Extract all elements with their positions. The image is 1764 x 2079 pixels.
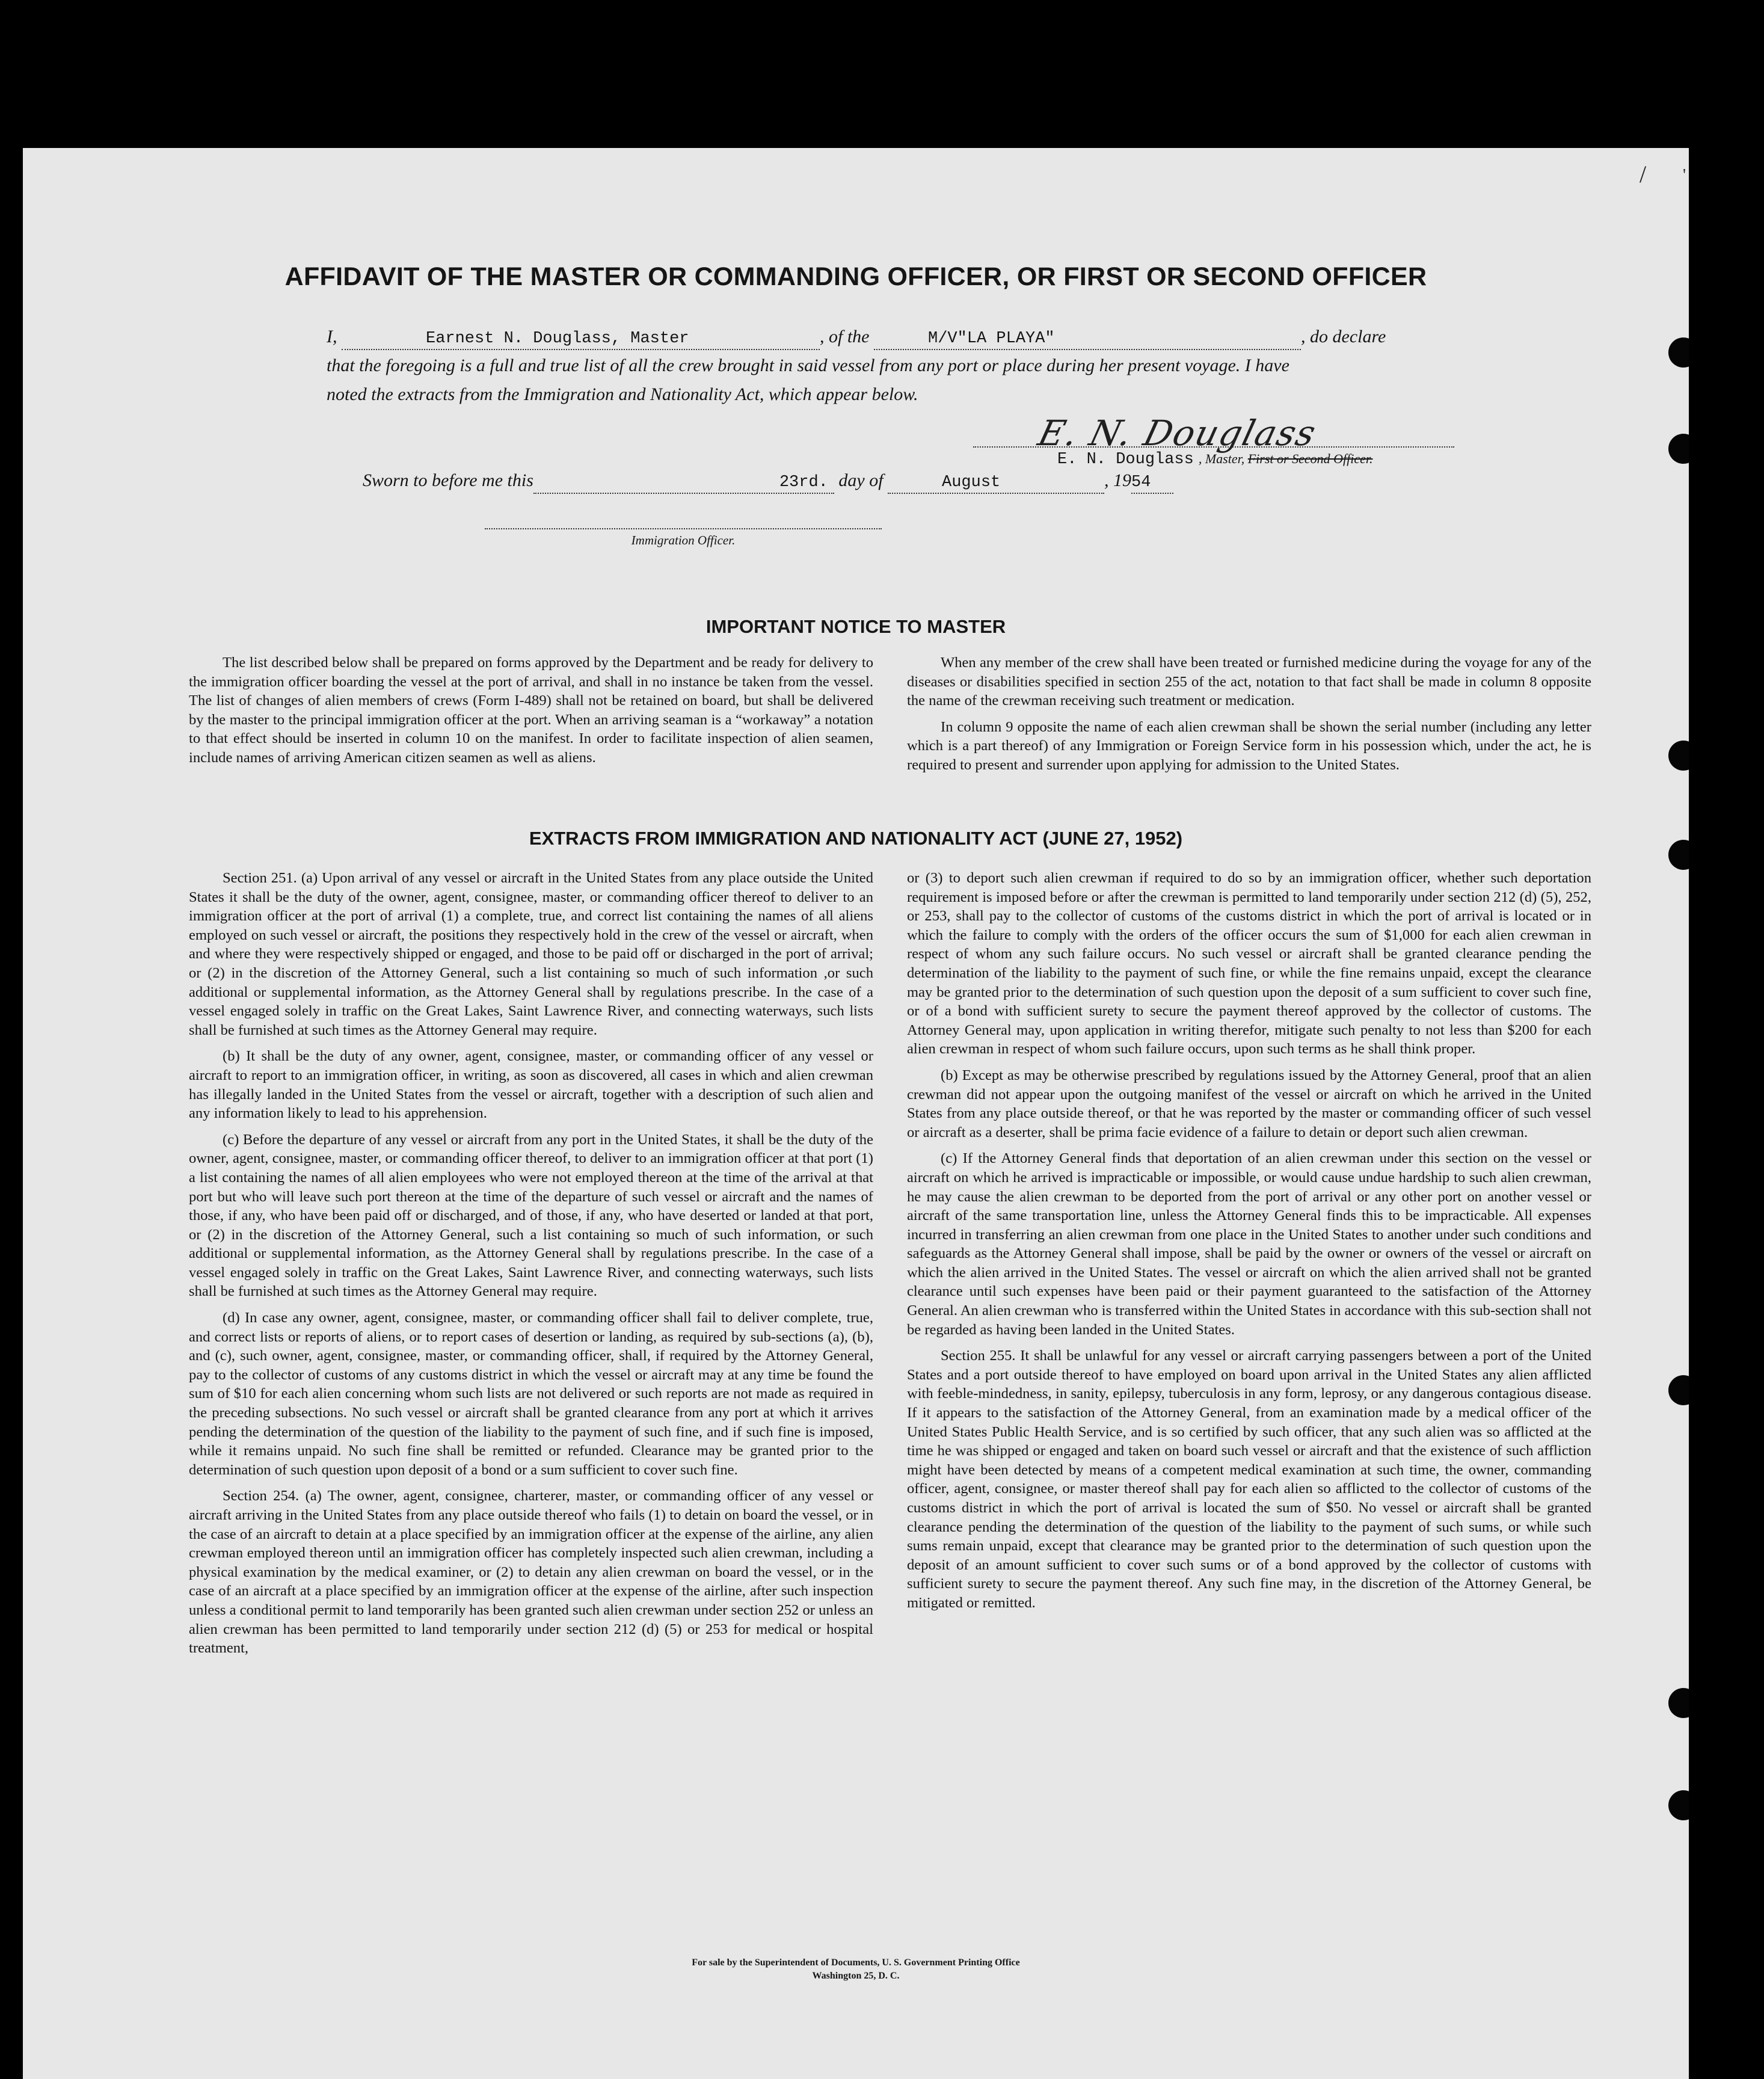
sworn-statement	[363, 470, 1173, 494]
notice-paragraph: In column 9 opposite the name of each alien crewman shall be shown the serial number (including any letter which is a part thereof) of any Immigration or Foreign Service form in his possession which, under the act, he is required to present and surrender upon applying for admission to the United States.	[907, 718, 1591, 773]
punch-hole	[1668, 337, 1689, 368]
footer-line-1: For sale by the Superintendent of Documents, U. S. Government Printing Office	[692, 1957, 1020, 1968]
extract-paragraph: (c) If the Attorney General finds that deportation of an alien crewman under this section on the vessel or aircraft on which he arrived is impracticable or impossible, or would cause undue hardship to such alien crewman, he may cause the alien crewman to be deported from the port of arrival or any other port on another vessel or aircraft of the same transportation line, unless the Attorney General finds this to be impracticable. All expenses incurred in transferring an alien crewman from one place in the United States to another under such conditions and safeguards as the Attorney General shall impose, shall be paid by the owner or owners of the vessel or aircraft on which the alien arrived in the United States. The vessel or aircraft on which the alien arrived shall not be granted clearance until such expenses have been paid or their payment guaranteed to the satisfaction of the Attorney General. An alien crewman who is transferred within the United States in accordance with this sub-section shall not be regarded as having been landed in the United States.	[907, 1150, 1591, 1338]
year-prefix: , 19	[1104, 470, 1132, 490]
punch-hole	[1668, 434, 1689, 464]
declarant-field	[342, 328, 820, 350]
extract-paragraph: (d) In case any owner, agent, consignee, master, or commanding officer shall fail to deliver complete, true, and correct lists or reports of aliens, or to report cases of desertion or landing, as required by sub-sections (a), (b), and (c), such owner, agent, consignee, master, or commanding officer, shall, if required by the Attorney General, pay to the collector of customs of any customs district in which the vessel or aircraft may at any time be found the sum of $10 for each alien concerning whom such lists are not delivered or such reports are not made as required in the preceding subsections. No such vessel or aircraft shall be granted clearance from any port at which it arrives pending the determination of the question of the liability to the payment of such fine, and if such fine is imposed, while it remains unpaid. No such fine shall be remitted or refunded. Clearance may be granted prior to the determination of such question upon deposit of a bond or a sum sufficient to cover such fine.	[189, 1310, 873, 1478]
punch-hole	[1668, 1688, 1689, 1718]
sworn-month-field	[888, 472, 1104, 494]
day-of-label: day of	[838, 470, 884, 490]
immigration-officer-label: Immigration Officer.	[631, 533, 736, 547]
sworn-year: 54	[1131, 473, 1151, 491]
punch-hole	[1668, 1790, 1689, 1820]
sworn-label: Sworn to before me this	[363, 470, 533, 490]
notice-paragraph: When any member of the crew shall have been treated or furnished medicine during the voyage for any of the diseases or disabilities specified in section 255 of the act, notation to that fact shall be made in column 8 opposite the name of the crewman receiving such treatment or medication.	[907, 654, 1591, 709]
punch-hole	[1668, 1375, 1689, 1405]
extract-paragraph: (c) Before the departure of any vessel or aircraft from any port in the United States, it shall be the duty of the owner, agent, consignee, master, or commanding officer thereof, to deliver to an immigration officer at that port (1) a list containing the names of all alien employees who were not employed thereon at the time of the arrival at that port but who will leave such port thereon at the time of the departure of such vessel or aircraft and the names of those, if any, who have been paid off or discharged, and of those, if any, who have deserted or landed at that port, or (2) in the discretion of the Attorney General, such a list containing so much of such information, or such additional or supplemental information, as the Attorney General shall by regulations prescribe. In the case of a vessel engaged solely in traffic on the Great Lakes, Saint Lawrence River, and connecting waterways, such lists shall be furnished at such times as the Attorney General may require.	[189, 1131, 873, 1300]
footer-line-2: Washington 25, D. C.	[812, 1971, 900, 1981]
declaration-line-3: noted the extracts from the Immigration and Nationality Act, which appear below.	[327, 384, 918, 404]
sworn-year-field	[1131, 472, 1173, 494]
of-the-label: , of the	[820, 327, 870, 346]
extracts-right-column	[907, 869, 1591, 1620]
struck-title: First or Second Officer.	[1247, 451, 1373, 466]
notice-left-column	[189, 653, 873, 775]
sworn-month: August	[942, 473, 1001, 491]
declaration-line-2: that the foregoing is a full and true list of all the crew brought in said vessel from any port or place during her present voyage. I have	[327, 356, 1289, 375]
corner-mark: /	[1640, 161, 1647, 188]
extract-paragraph: (b) Except as may be otherwise prescribed by regulations issued by the Attorney General, proof that an alien crewman did not appear upon the outgoing manifest of the vessel or aircraft on which he arrived in the United States from any place outside thereof, or that he was reported by the master or commanding officer of such vessel or aircraft as a deserter, shall be prima facie evidence of a failure to detain or deport such alien crewman.	[907, 1067, 1591, 1141]
extract-paragraph: or (3) to deport such alien crewman if required to do so by an immigration officer, whether such deportation requirement is imposed before or after the crewman is permitted to land temporarily under section 212 (d) (5), 252, or 253, shall pay to the collector of customs of the customs district in which the port of arrival is located or in which the failure to comply with the orders of the officer occurs the sum of $1,000 for each alien crewman in respect of whom any such failure occurs. No such vessel or aircraft shall be granted clearance pending the determination of the liability to the payment of such fine, or while the fine remains unpaid, except the clearance may be granted prior to the determination of such question upon the deposit of a sum sufficient to cover such fine, or of a bond with sufficient surety to secure the payment thereof approved by the collector of customs. The Attorney General may, upon application in writing therefor, mitigate such penalty to not less than $200 for each alien crewman in respect of whom such failure occurs, upon such terms as he shall think proper.	[907, 870, 1591, 1058]
affidavit-page	[23, 148, 1689, 2079]
affidavit-title: AFFIDAVIT OF THE MASTER OR COMMANDING OFFICER, OR FIRST OR SECOND OFFICER	[284, 262, 1427, 291]
immigration-officer-line	[485, 528, 882, 529]
signer-row	[1057, 449, 1373, 469]
notice-title: IMPORTANT NOTICE TO MASTER	[705, 616, 1006, 637]
declaration-line-1	[327, 322, 1457, 351]
extract-paragraph: Section 251. (a) Upon arrival of any vessel or aircraft in the United States from any place outside the United States it shall be the duty of the owner, agent, consignee, master, or commanding officer thereof to deliver to an immigration officer at the port of arrival (1) a complete, true, and correct list containing the names of all aliens employed on such vessel or aircraft, the positions they respectively hold in the crew of the vessel or aircraft, when and where they were respectively shipped or engaged, and those to be paid off or discharged in the port of arrival; or (2) in the discretion of the Attorney General, such a list containing so much of such information ,or such additional or supplemental information, as the Attorney General shall by regulations prescribe. In the case of a vessel engaged solely in traffic on the Great Lakes, Saint Lawrence River, and connecting waterways, such lists shall be furnished at such times as the Attorney General may require.	[189, 870, 873, 1038]
punch-hole	[1668, 741, 1689, 771]
handwritten-signature: E. N. Douglass	[1034, 413, 1321, 454]
sworn-day: 23rd.	[779, 473, 828, 491]
i-label: I,	[327, 327, 337, 346]
signer-name: E. N. Douglass	[1057, 451, 1194, 469]
corner-mark: '	[1683, 166, 1686, 185]
notice-right-column	[907, 653, 1591, 782]
do-declare-label: , do declare	[1301, 327, 1386, 346]
extracts-left-column	[189, 869, 873, 1665]
extracts-title: EXTRACTS FROM IMMIGRATION AND NATIONALITY ACT (JUNE 27, 1952)	[529, 828, 1183, 849]
vessel-value: M/V"LA PLAYA"	[928, 330, 1055, 348]
sworn-day-field	[533, 472, 834, 494]
declaration	[327, 322, 1457, 409]
declarant-value: Earnest N. Douglass, Master	[426, 330, 689, 348]
notice-paragraph: The list described below shall be prepared on forms approved by the Department and be ready for delivery to the immigration officer boarding the vessel at the port of arrival, and shall in no instance be taken from the vessel. The list of changes of alien members of crews (Form I-489) shall not be retained on board, but shall be delivered by the master to the principal immigration officer at the port. When an arriving seaman is a “workaway” a notation to that effect should be inserted in column 10 on the manifest. In order to facilitate inspection of alien seamen, include names of arriving American citizen seamen as well as aliens.	[189, 654, 873, 766]
printing-office-footer	[23, 1956, 1689, 1983]
extract-paragraph: Section 254. (a) The owner, agent, consignee, charterer, master, or commanding officer of any vessel or aircraft arriving in the United States from any place outside thereof who fails (1) to detain on board the vessel, or in the case of an aircraft to detain at a place specified by an immigration officer at the expense of the airline, any alien crewman employed thereon until an immigration officer has completely inspected such alien crewman, including a physical examination by the medical examiner, or (2) to detain any alien crewman on board the vessel, or in the case of an aircraft at a place specified by an immigration officer at the expense of the airline, after such inspection unless a conditional permit to land temporarily has been granted such alien crewman under section 252 or unless an alien crewman has been permitted to land temporarily under section 212 (d) (5) or 253 for medical or hospital treatment,	[189, 1488, 873, 1657]
signer-title: , Master, First or Second Officer.	[1198, 451, 1373, 466]
extract-paragraph: (b) It shall be the duty of any owner, agent, consignee, master, or commanding officer of any vessel or aircraft to report to an immigration officer, in writing, as soon as discovered, all cases in which and alien crewman has illegally landed in the United States from the vessel or aircraft, together with a description of such alien and any information likely to lead to his apprehension.	[189, 1048, 873, 1122]
vessel-field	[874, 328, 1301, 350]
extract-paragraph: Section 255. It shall be unlawful for any vessel or aircraft carrying passengers between a port of the United States and a port outside thereof to have employed on board upon arrival in the United States any alien afflicted with feeble-mindedness, in sanity, epilepsy, tuberculosis in any form, leprosy, or any dangerous contagious disease. If it appears to the satisfaction of the Attorney General, from an examination made by a medical officer of the United States Public Health Service, and is so certified by such officer, that any such alien was so afflicted at the time he was shipped or engaged and taken on board such vessel or aircraft and that the existence of such affliction might have been detected by means of a competent medical examination at such time, the owner, commanding officer, agent, consignee, or master thereof shall pay for each alien so afflicted to the collector of customs of the customs district in which the port of arrival is located the sum of $50. No vessel or aircraft shall be granted clearance pending the determination of the question of the liability to the payment of such sums, or while such sums remain unpaid, except that clearance may be granted prior to the determination of such question upon the deposit of an amount sufficient to cover such sums or of a bond approved by the collector of customs with sufficient surety to secure the payment thereof. Any such fine may, in the discretion of the Attorney General, be mitigated or remitted.	[907, 1348, 1591, 1611]
